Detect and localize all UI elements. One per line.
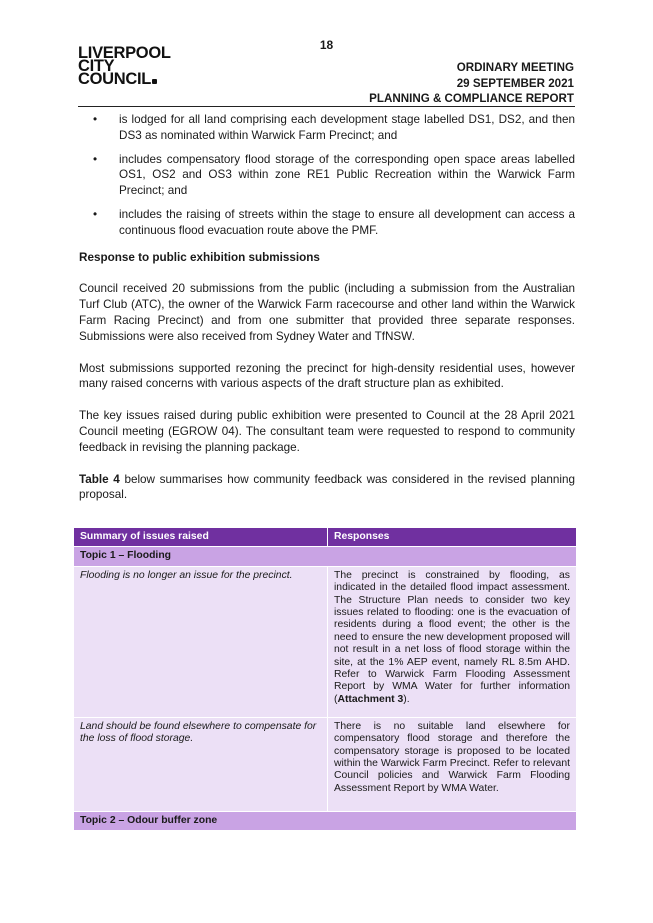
list-item: • is lodged for all land comprising each development stage labelled DS1, DS2, and then DS3 as nominated within Warwick Farm Precinct; and — [93, 113, 575, 142]
paragraph: Council received 20 submissions from the public (including a submission from the Australian Turf Club (ATC), the owner of the Warwick Farm racecourse and other land within the Warwick Farm Racing Precinct) and from one submitter that provided three separate responses. Submissions were also received from Sydney Water and TfNSW. — [79, 282, 575, 343]
issue-cell: Flooding is no longer an issue for the precinct. — [74, 566, 328, 717]
column-header-issues: Summary of issues raised — [74, 528, 328, 547]
paragraph: Most submissions supported rezoning the precinct for high-density residential uses, however many raised concerns with various aspects of the draft structure plan as exhibited. — [79, 361, 575, 391]
header-divider — [78, 106, 575, 107]
page-number: 18 — [319, 38, 334, 52]
report-title: PLANNING & COMPLIANCE REPORT — [369, 92, 574, 105]
bullet-list — [79, 112, 575, 239]
topic-row — [74, 811, 577, 830]
topic-odour: Topic 2 – Odour buffer zone — [74, 811, 577, 830]
table-header-row — [74, 528, 577, 547]
logo-dot-icon — [152, 79, 157, 84]
bullet-icon: • — [93, 113, 98, 126]
response-cell: There is no suitable land elsewhere for compensatory flood storage and therefore the compensatory storage is proposed to be located within the Warwick Farm Precinct. Refer to relevant Council policies and Warwick Farm Flooding Assessment Report by WMA Water. — [328, 717, 577, 811]
report-body — [79, 112, 575, 519]
paragraph: The key issues raised during public exhibition were presented to Council at the 28 April 2021 Council meeting (EGROW 04). The consultant team were requested to respond to community feedback in revising the planning package. — [79, 409, 575, 454]
response-cell: The precinct is constrained by flooding, as indicated in the detailed flood impact assessment. The Structure Plan needs to consider two key issues related to flooding: one is the evacuation of residents during a flood event; the other is the need to ensure the new development proposed will not result in a net loss of flood storage within the site, at the 1% AEP event, namely RL 8.5m AHD. Refer to Warwick Farm Flooding Assessment Report by WMA Water for further information (Attachment 3). — [328, 566, 577, 717]
logo-line-1: LIVERPOOL — [78, 44, 171, 62]
topic-flooding: Topic 1 – Flooding — [74, 547, 577, 566]
meeting-title: ORDINARY MEETING — [456, 61, 574, 74]
bullet-icon: • — [93, 152, 98, 166]
issue-cell: Land should be found elsewhere to compensate for the loss of flood storage. — [74, 717, 328, 811]
table-row — [74, 717, 577, 811]
report-header — [369, 60, 574, 107]
table-intro: Table 4 below summarises how community feedback was considered in the revised planning proposal. — [79, 472, 575, 502]
section-heading: Response to public exhibition submissions — [79, 250, 320, 264]
council-logo — [78, 44, 171, 88]
table-reference: Table 4 — [79, 472, 120, 486]
bullet-icon: • — [93, 207, 98, 221]
summary-table — [73, 527, 577, 831]
list-item: • includes the raising of streets within the stage to ensure all development can access a continuous flood evacuation route above the PMF. — [93, 207, 575, 237]
column-header-responses: Responses — [328, 528, 577, 547]
attachment-reference: Attachment 3 — [337, 693, 404, 705]
meeting-date: 29 SEPTEMBER 2021 — [456, 76, 574, 90]
list-item: • includes compensatory flood storage of the corresponding open space areas labelled OS1, OS2 and OS3 within zone RE1 Public Recreation within the Warwick Farm Precinct; and — [93, 152, 575, 198]
logo-line-3: COUNCIL — [78, 70, 152, 88]
table-row — [74, 566, 577, 717]
topic-row — [74, 547, 577, 566]
logo-line-2: CITY — [78, 57, 115, 75]
